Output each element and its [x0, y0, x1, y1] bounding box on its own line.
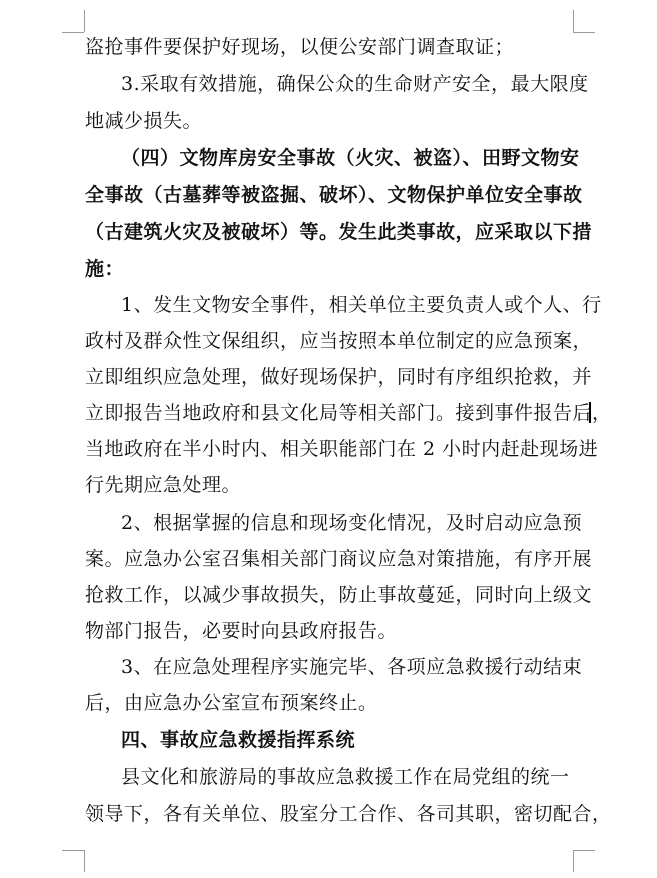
crop-mark-top-right-h: [573, 32, 595, 33]
text-line: 2、根据掌握的信息和现场变化情况，及时启动应急预: [121, 512, 583, 534]
text-line: 地减少损失。: [85, 110, 203, 132]
text-line: 行先期应急处理。: [85, 474, 242, 496]
text-line: 立即组织应急处理，做好现场保护，同时有序组织抢救，并: [85, 366, 593, 388]
crop-mark-top-left-h: [62, 32, 84, 33]
section-heading-line: （古建筑火灾及被破坏）等。发生此类事故，应采取以下措: [85, 221, 593, 243]
crop-mark-bottom-right-v: [573, 850, 574, 872]
text-line: 案。应急办公室召集相关部门商议应急对策措施，有序开展: [85, 548, 593, 570]
text-line: 后，由应急办公室宣布预案终止。: [85, 692, 378, 714]
crop-mark-top-right-v: [573, 10, 574, 32]
text-line: 领导下，各有关单位、股室分工合作、各司其职，密切配合，: [85, 803, 612, 825]
crop-mark-bottom-left-h: [62, 850, 84, 851]
text-line: 政村及群众性文保组织，应当按照本单位制定的应急预案，: [85, 330, 593, 352]
section-heading-line: 施：: [85, 258, 125, 280]
text-line: 县文化和旅游局的事故应急救援工作在局党组的统一: [121, 766, 570, 788]
crop-mark-bottom-left-v: [84, 850, 85, 872]
text-line: 1、发生文物安全事件，相关单位主要负责人或个人、行: [121, 294, 602, 316]
text-line: 3、在应急处理程序实施完毕、各项应急救援行动结束: [121, 656, 583, 678]
text-line: 3.采取有效措施，确保公众的生命财产安全，最大限度: [121, 73, 589, 95]
crop-mark-top-left-v: [84, 10, 85, 32]
text-line: 物部门报告，必要时向县政府报告。: [85, 620, 398, 642]
section-heading-line: （四）文物库房安全事故（火灾、被盗）、田野文物安: [121, 147, 580, 169]
text-line: 立即报告当地政府和县文化局等相关部门。接到事件报告后，: [85, 402, 612, 424]
text-line: 当地政府在半小时内、相关职能部门在 2 小时内赶赴现场进: [85, 438, 599, 460]
section-heading-line: 四、事故应急救援指挥系统: [121, 729, 356, 751]
crop-mark-bottom-right-h: [573, 850, 595, 851]
text-line: 盗抢事件要保护好现场，以便公安部门调查取证；: [85, 36, 515, 58]
text-line: 抢救工作，以减少事故损失，防止事故蔓延，同时向上级文: [85, 584, 593, 606]
section-heading-line: 全事故（古墓葬等被盗掘、破坏）、文物保护单位安全事故: [85, 184, 583, 206]
